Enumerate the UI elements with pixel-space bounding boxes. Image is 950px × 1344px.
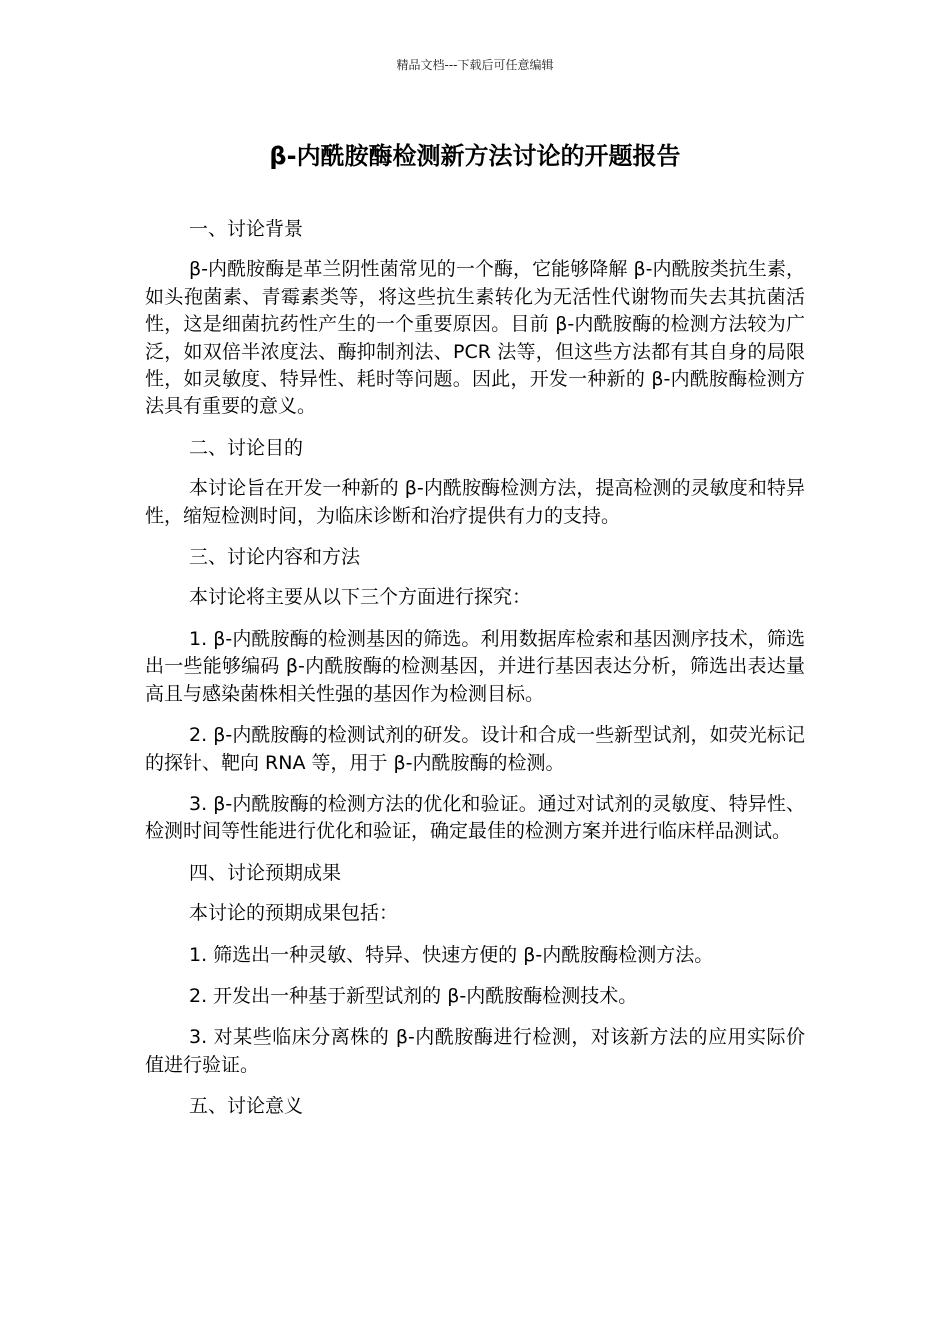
background-paragraph: β-内酰胺酶是革兰阴性菌常见的一个酶，它能够降解 β-内酰胺类抗生素，如头孢菌素、青霉素类等，将这些抗生素转化为无活性代谢物而失去其抗菌活性，这是细菌抗药性产生的一个重要原因。目前 β-内酰胺酶的检测方法较为广泛，如双倍半浓度法、酶抑制剂法、PCR 法等，但这些方法都有其自身的局限性，如灵敏度、特异性、耗时等问题。因此，开发一种新的 β-内酰胺酶检测方法具有重要的意义。 [145, 258, 805, 418]
content-item-2: 2. β-内酰胺酶的检测试剂的研发。设计和合成一些新型试剂，如荧光标记的探针、靶向 RNA 等，用于 β-内酰胺酶的检测。 [145, 724, 805, 774]
document-title: β-内酰胺酶检测新方法讨论的开题报告 [269, 142, 681, 170]
content-item-1: 1. β-内酰胺酶的检测基因的筛选。利用数据库检索和基因测序技术，筛选出一些能够编码 β-内酰胺酶的检测基因，并进行基因表达分析，筛选出表达量高且与感染菌株相关性强的基因作为检测目标。 [145, 627, 805, 705]
content-item-3: 3. β-内酰胺酶的检测方法的优化和验证。通过对试剂的灵敏度、特异性、检测时间等性能进行优化和验证，确定最佳的检测方案并进行临床样品测试。 [145, 792, 805, 843]
purpose-paragraph: 本讨论旨在开发一种新的 β-内酰胺酶检测方法，提高检测的灵敏度和特异性，缩短检测时间，为临床诊断和治疗提供有力的支持。 [145, 477, 805, 527]
document-body [145, 216, 805, 1134]
section-heading-content: 三、讨论内容和方法 [189, 546, 361, 569]
header-note: 精品文档---下载后可任意编辑 [396, 58, 554, 72]
section-heading-significance: 五、讨论意义 [189, 1095, 304, 1118]
outcome-item-3: 3. 对某些临床分离株的 β-内酰胺酶进行检测，对该新方法的应用实际价值进行验证。 [145, 1026, 805, 1076]
content-intro: 本讨论将主要从以下三个方面进行探究： [189, 586, 532, 609]
section-heading-purpose: 二、讨论目的 [189, 436, 304, 459]
outcome-item-2: 2. 开发出一种基于新型试剂的 β-内酰胺酶检测技术。 [189, 984, 638, 1007]
outcome-item-1: 1. 筛选出一种灵敏、特异、快速方便的 β-内酰胺酶检测方法。 [189, 943, 714, 966]
section-heading-background: 一、讨论背景 [189, 218, 304, 240]
outcomes-intro: 本讨论的预期成果包括： [189, 902, 399, 925]
section-heading-outcomes: 四、讨论预期成果 [189, 861, 342, 884]
